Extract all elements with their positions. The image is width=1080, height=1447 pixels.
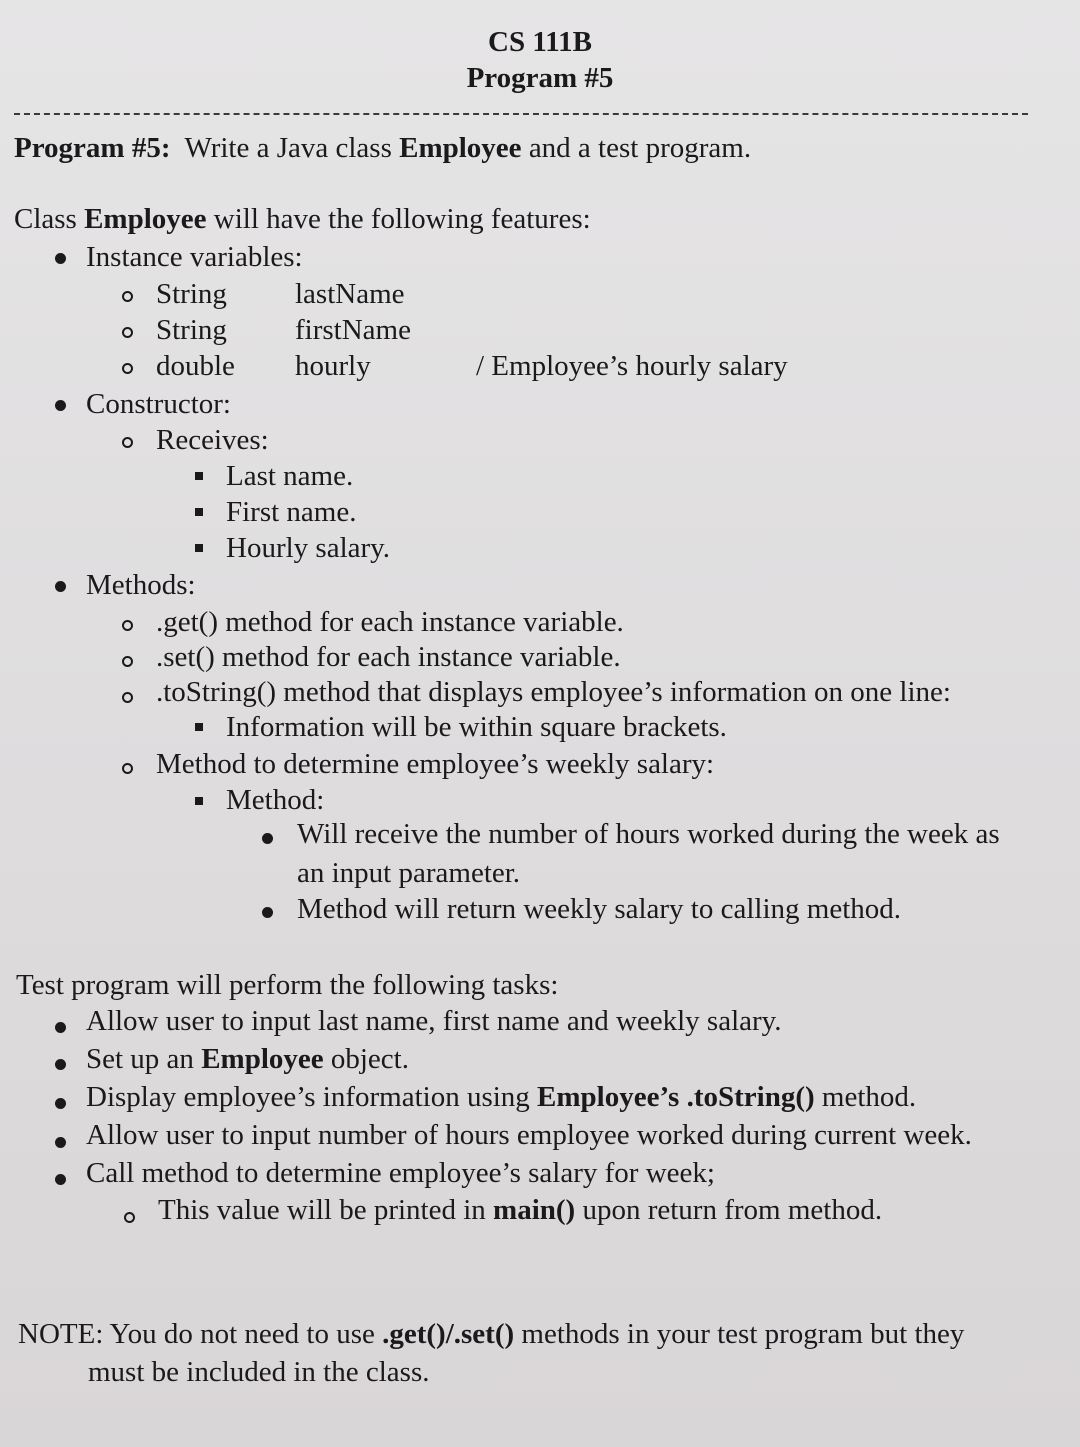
intro-text-2: and a test program.: [521, 132, 752, 164]
circle-bullet-icon: [122, 291, 133, 302]
circle-bullet-icon: [122, 620, 133, 631]
test-heading: Test program will perform the following tasks:: [16, 969, 559, 1001]
var-name: lastName: [295, 278, 405, 310]
task5-sub-pre: This value will be printed in: [158, 1194, 494, 1226]
intro-label: Program #5:: [14, 132, 171, 164]
task2-bold: Employee: [201, 1043, 324, 1075]
task-item: Call method to determine employee’s salary for week;: [86, 1157, 715, 1189]
constructor-label: Constructor:: [86, 388, 231, 420]
circle-bullet-icon: [122, 363, 133, 374]
task-item: Allow user to input number of hours employee worked during current week.: [86, 1119, 972, 1151]
var-name: hourly: [295, 350, 371, 382]
bullet-icon: [55, 1098, 66, 1109]
note-post: methods in your test program but they: [514, 1318, 965, 1350]
task-item: [86, 1043, 409, 1076]
tostring-sub: Information will be within square brackets.: [226, 711, 727, 743]
receives-item: Hourly salary.: [226, 532, 391, 564]
var-type: String: [156, 314, 227, 346]
course-title: CS 111B: [488, 26, 592, 58]
var-name: firstName: [295, 314, 411, 346]
task2-pre: Set up an: [86, 1043, 202, 1075]
method-point: Will receive the number of hours worked during the week as: [297, 818, 1000, 850]
method-item: .get() method for each instance variable.: [156, 606, 624, 638]
circle-bullet-icon: [124, 1212, 135, 1223]
var-comment: / Employee’s hourly salary: [476, 350, 788, 382]
task2-post: object.: [323, 1043, 409, 1075]
method-label: Method:: [226, 784, 325, 816]
circle-bullet-icon: [122, 437, 133, 448]
circle-bullet-icon: [122, 763, 133, 774]
var-type: String: [156, 278, 227, 310]
dashed-divider: [14, 113, 1028, 115]
intro-class-name: Employee: [399, 132, 522, 164]
circle-bullet-icon: [122, 327, 133, 338]
circle-bullet-icon: [122, 692, 133, 703]
methods-label: Methods:: [86, 569, 196, 601]
class-heading-pre: Class: [14, 203, 85, 235]
task5-sub: [158, 1194, 882, 1227]
instance-vars-label: Instance variables:: [86, 241, 303, 273]
square-bullet-icon: [195, 723, 203, 731]
circle-bullet-icon: [122, 656, 133, 667]
square-bullet-icon: [195, 472, 203, 480]
square-bullet-icon: [195, 544, 203, 552]
note-bold: .get()/.set(): [382, 1318, 515, 1350]
bullet-icon: [55, 400, 66, 411]
bullet-icon: [55, 581, 66, 592]
bullet-icon: [55, 253, 66, 264]
var-type: double: [156, 350, 235, 382]
square-bullet-icon: [195, 797, 203, 805]
task5-sub-post: upon return from method.: [575, 1194, 883, 1226]
task3-post: method.: [814, 1081, 917, 1113]
bullet-icon: [55, 1137, 66, 1148]
receives-item: First name.: [226, 496, 357, 528]
task-item: [86, 1081, 916, 1114]
bullet-icon: [55, 1174, 66, 1185]
intro-text-1: Write a Java class: [184, 132, 400, 164]
method-point-cont: an input parameter.: [297, 857, 521, 889]
class-heading-post: will have the following features:: [206, 203, 591, 235]
receives-label: Receives:: [156, 424, 269, 456]
program-title: Program #5: [466, 62, 614, 94]
bullet-icon: [262, 907, 273, 918]
task-item: Allow user to input last name, first name and weekly salary.: [86, 1005, 782, 1037]
class-heading-bold: Employee: [84, 203, 207, 235]
task5-sub-bold: main(): [493, 1194, 576, 1226]
method-item: .set() method for each instance variable.: [156, 641, 621, 673]
bullet-icon: [55, 1022, 66, 1033]
bullet-icon: [262, 833, 273, 844]
note-line-1: [18, 1318, 964, 1351]
receives-item: Last name.: [226, 460, 354, 492]
class-heading: [14, 203, 591, 236]
bullet-icon: [55, 1059, 66, 1070]
note-line-2: must be included in the class.: [88, 1356, 430, 1388]
weekly-label: Method to determine employee’s weekly salary:: [156, 748, 715, 780]
task3-bold: Employee’s .toString(): [537, 1081, 815, 1113]
intro-line: [14, 132, 751, 165]
method-item: .toString() method that displays employee’s information on one line:: [156, 676, 951, 708]
task3-pre: Display employee’s information using: [86, 1081, 538, 1113]
square-bullet-icon: [195, 508, 203, 516]
note-pre: NOTE: You do not need to use: [18, 1318, 383, 1350]
method-point: Method will return weekly salary to calling method.: [297, 893, 902, 925]
